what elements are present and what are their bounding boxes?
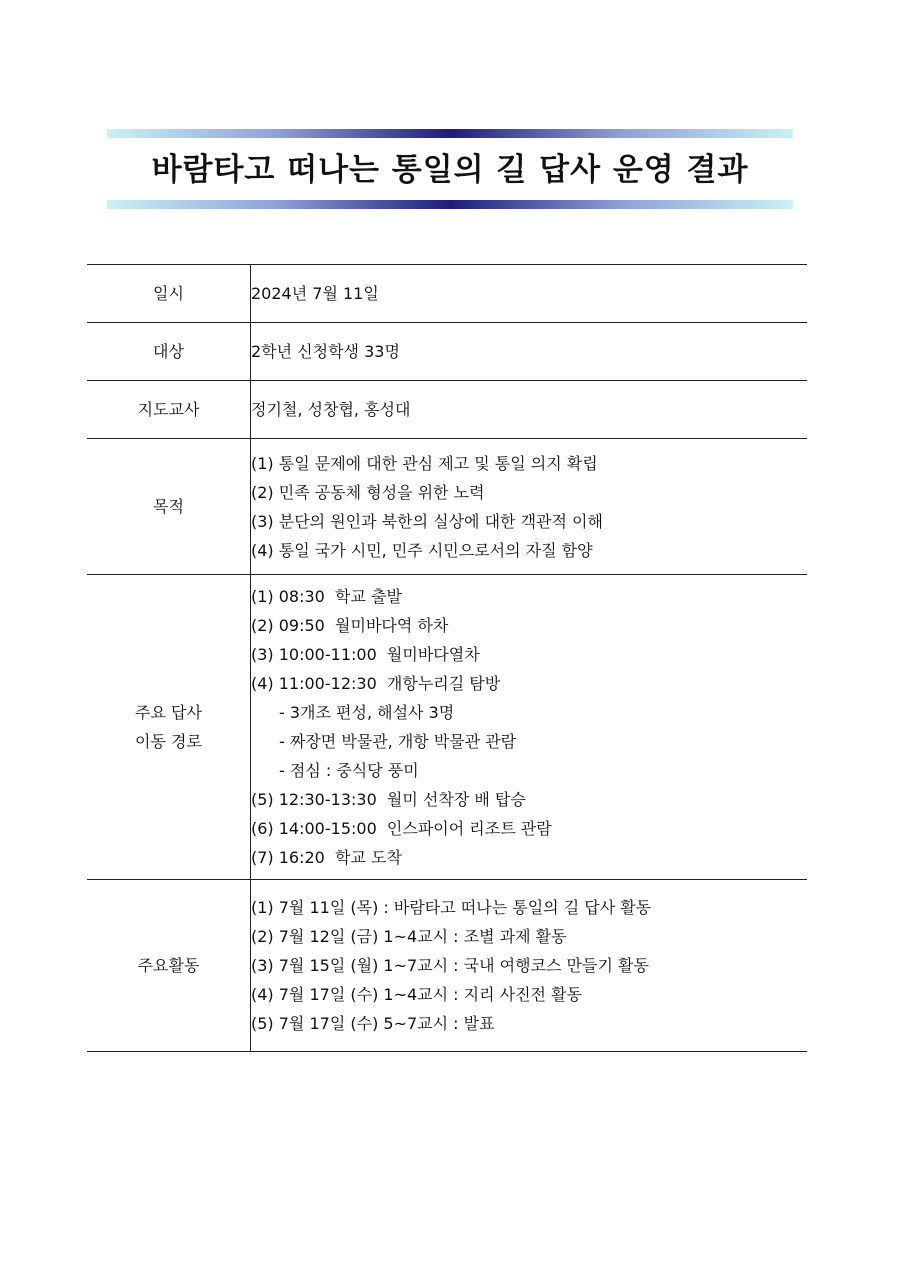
row-label (87, 381, 251, 439)
value-line: 정기철, 성창협, 홍성대 (251, 400, 411, 419)
row-label (87, 323, 251, 381)
value-line: (5) 7월 17일 (수) 5~7교시 : 발표 (251, 1014, 495, 1033)
label-line: 일시 (153, 284, 184, 303)
table-row-teachers (87, 381, 807, 439)
value-line: (5) 12:30-13:30 월미 선착장 배 탑승 (251, 790, 526, 809)
table-row-route (87, 575, 807, 880)
value-line: (1) 통일 문제에 대한 관심 제고 및 통일 의지 확립 (251, 453, 598, 473)
value-line: (2) 7월 12일 (금) 1~4교시 : 조별 과제 활동 (251, 927, 567, 946)
row-value (251, 575, 808, 880)
value-line: (3) 10:00-11:00 월미바다열차 (251, 645, 480, 664)
value-line: (7) 16:20 학교 도착 (251, 848, 402, 867)
row-label (87, 575, 251, 880)
row-value (251, 265, 808, 323)
row-label (87, 265, 251, 323)
row-value (251, 439, 808, 575)
value-line: 2학년 신청학생 33명 (251, 342, 400, 361)
page-title: 바람타고 떠나는 통일의 길 답사 운영 결과 (151, 152, 749, 188)
info-table (87, 264, 807, 1052)
value-line: (6) 14:00-15:00 인스파이어 리조트 관람 (251, 819, 552, 838)
table-row-purpose (87, 439, 807, 575)
label-line: 이동 경로 (135, 732, 202, 751)
label-line: 대상 (153, 342, 184, 361)
label-line: 목적 (153, 497, 184, 516)
title-gradient-bar-top (107, 129, 793, 138)
row-value (251, 880, 808, 1052)
value-sub-line: - 짜장면 박물관, 개항 박물관 관람 (279, 732, 517, 751)
title-gradient-bar-bottom (107, 200, 793, 209)
label-line: 주요활동 (137, 956, 200, 975)
label-line: 지도교사 (137, 400, 200, 419)
value-line: (4) 11:00-12:30 개항누리길 탐방 (251, 674, 501, 693)
value-sub-line: - 점심 : 중식당 풍미 (279, 761, 419, 780)
value-line: (3) 7월 15일 (월) 1~7교시 : 국내 여행코스 만들기 활동 (251, 956, 649, 975)
title-banner (107, 129, 793, 209)
value-line: (1) 08:30 학교 출발 (251, 587, 402, 606)
value-line: (1) 7월 11일 (목) : 바람타고 떠나는 통일의 길 답사 활동 (251, 898, 652, 917)
table-row-date (87, 265, 807, 323)
row-value (251, 381, 808, 439)
value-line: (4) 통일 국가 시민, 민주 시민으로서의 자질 함양 (251, 540, 593, 560)
value-sub-line: - 3개조 편성, 해설사 3명 (279, 703, 455, 722)
label-line: 주요 답사 (135, 703, 202, 722)
table-row-activities (87, 880, 807, 1052)
row-value (251, 323, 808, 381)
table-row-target (87, 323, 807, 381)
row-label (87, 439, 251, 575)
value-line: (4) 7월 17일 (수) 1~4교시 : 지리 사진전 활동 (251, 985, 583, 1004)
row-label (87, 880, 251, 1052)
value-line: (2) 민족 공동체 형성을 위한 노력 (251, 482, 485, 502)
value-line: (3) 분단의 원인과 북한의 실상에 대한 객관적 이해 (251, 511, 603, 531)
value-line: (2) 09:50 월미바다역 하차 (251, 616, 449, 635)
value-line: 2024년 7월 11일 (251, 284, 379, 303)
